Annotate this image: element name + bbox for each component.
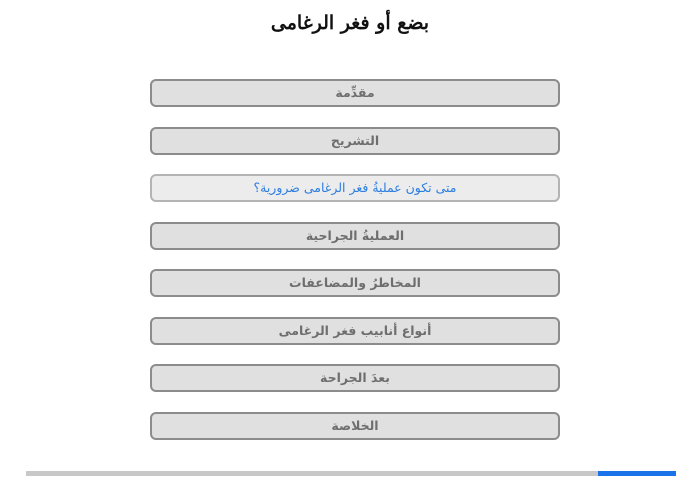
menu-item-anatomy[interactable]: التشريح — [150, 127, 560, 155]
progress-bar-fill — [598, 471, 676, 476]
menu-item-surgery[interactable]: العمليةُ الجراحية — [150, 222, 560, 250]
menu-item-risks[interactable]: المخاطرُ والمضاعفات — [150, 269, 560, 297]
menu-item-introduction[interactable]: مقدِّمة — [150, 79, 560, 107]
topic-menu — [150, 79, 560, 459]
menu-item-summary[interactable]: الخلاصة — [150, 412, 560, 440]
menu-item-when-necessary[interactable]: متى تكون عمليةُ فغر الرغامى ضرورية؟ — [150, 174, 560, 202]
menu-item-tube-types[interactable]: أنواع أنابيب فغر الرغامى — [150, 317, 560, 345]
menu-item-after-surgery[interactable]: بعدَ الجراحة — [150, 364, 560, 392]
progress-bar — [26, 471, 676, 476]
page-title: بضع أو فغر الرغامى — [270, 12, 430, 34]
